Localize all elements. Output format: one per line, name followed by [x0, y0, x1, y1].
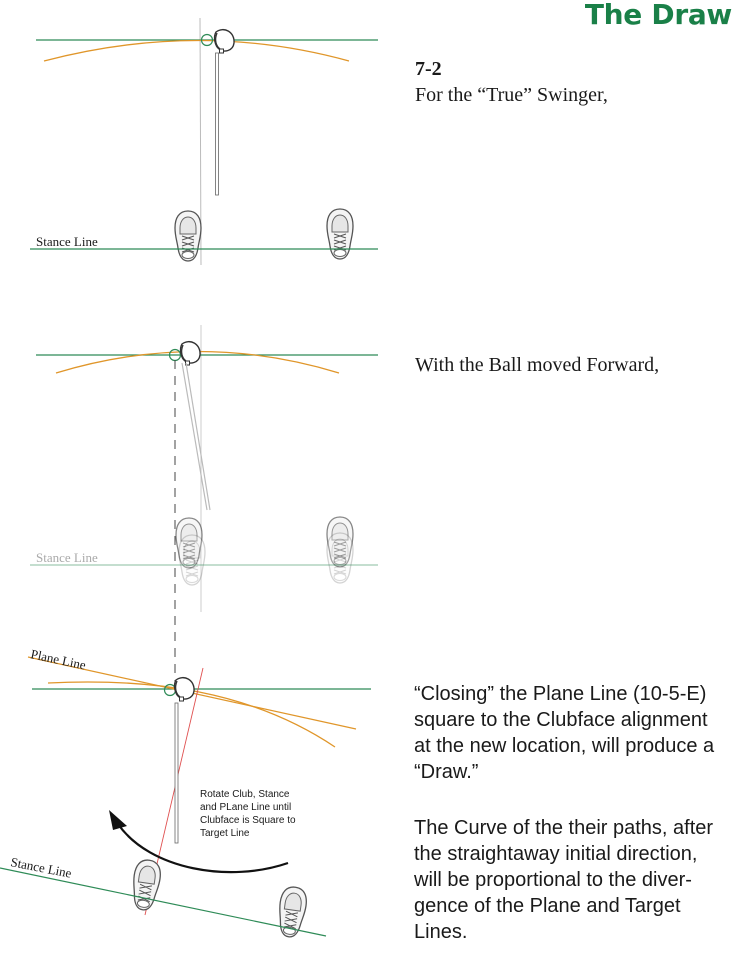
rotation-arrow-head: [109, 810, 127, 830]
club-shaft-ghost: [182, 363, 207, 510]
caption-line: gence of the Plane and Target: [414, 895, 681, 917]
club-head: [181, 342, 201, 365]
stance-line-label: Stance Line: [9, 854, 73, 881]
left-shoe-shadow: [179, 535, 205, 585]
caption-ball-forward: With the Ball moved Forward,: [415, 354, 660, 376]
caption-line: The Curve of the their paths, after: [414, 817, 714, 839]
panel-1: [30, 18, 378, 265]
club-head: [175, 678, 195, 701]
club-head: [215, 30, 235, 53]
caption-line: “Closing” the Plane Line (10-5-E): [414, 683, 707, 705]
right-shoe-shadow: [327, 533, 353, 583]
club-shaft: [175, 703, 178, 843]
stance-line-label: Stance Line: [36, 550, 98, 565]
caption-true-swinger: For the “True” Swinger,: [415, 84, 608, 106]
stance-line-label: Stance Line: [36, 234, 98, 249]
panel-2: [30, 325, 378, 612]
section-number: 7-2: [415, 58, 442, 80]
rotate-note-line: Rotate Club, Stance: [200, 789, 290, 800]
panel-3: [0, 646, 371, 938]
rotate-note-line: and PLane Line until: [200, 802, 292, 813]
caption-line: at the new location, will produce a: [414, 735, 715, 757]
right-shoe: [276, 885, 309, 938]
club-shaft-ghost: [186, 363, 210, 510]
plane-line-label: Plane Line: [29, 646, 88, 673]
swing-arc: [44, 41, 349, 62]
rotate-note-line: Clubface is Square to: [200, 815, 296, 826]
left-shoe: [175, 211, 201, 261]
right-shoe: [327, 209, 353, 259]
left-shoe: [130, 858, 163, 911]
club-shaft: [216, 53, 219, 195]
caption-line: “Draw.”: [414, 761, 479, 783]
caption-line: the straightaway initial direction,: [414, 843, 698, 865]
stance-line: [0, 868, 326, 936]
caption-line: will be proportional to the diver-: [414, 869, 692, 891]
rotate-note: [200, 789, 298, 839]
caption-line: Lines.: [414, 921, 468, 943]
page-title: The Draw: [584, 0, 732, 31]
rotate-note-line: Target Line: [200, 828, 250, 839]
caption-line: square to the Clubface alignment: [414, 709, 708, 731]
